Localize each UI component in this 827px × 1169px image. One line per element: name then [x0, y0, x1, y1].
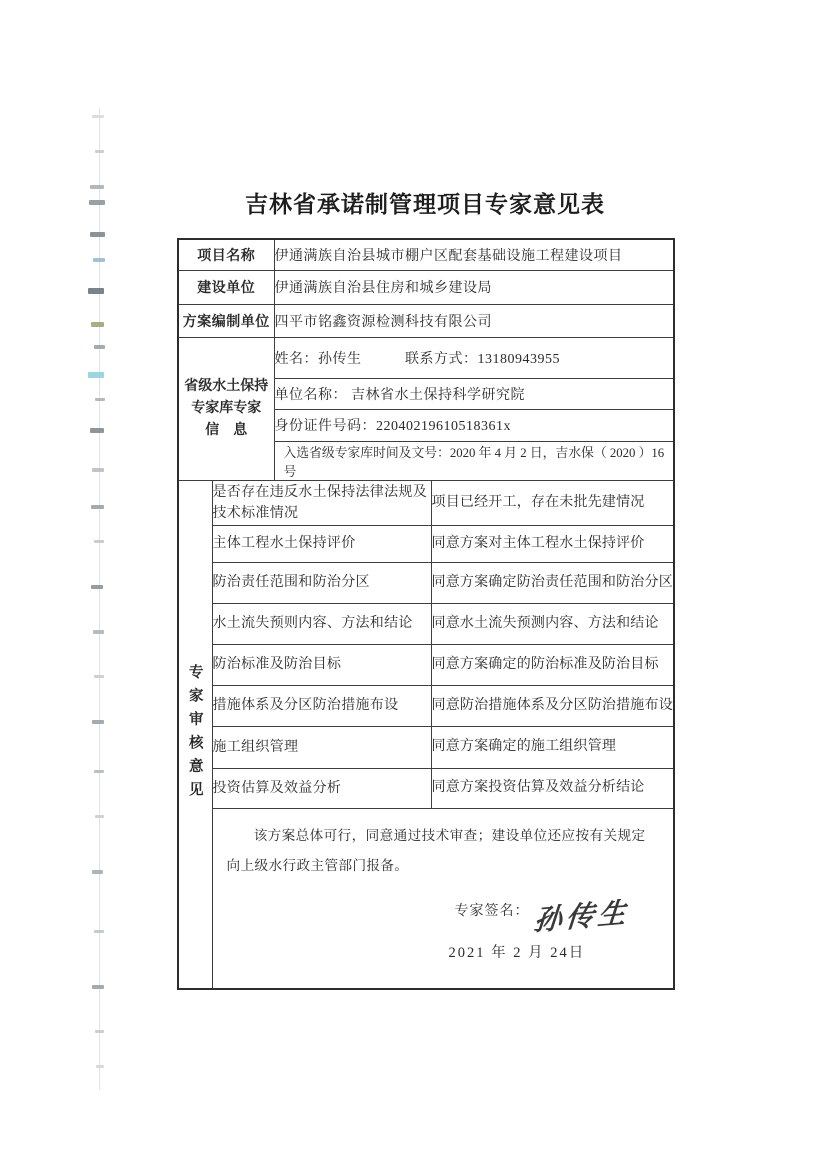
table-row	[178, 562, 674, 603]
scan-artifact	[92, 985, 104, 989]
expert-id-number: 身份证件号码：22040219610518361x	[274, 409, 674, 441]
page-title: 吉林省承诺制管理项目专家意见表	[245, 192, 605, 217]
table-row	[178, 480, 674, 525]
scan-artifact	[92, 468, 104, 472]
plan-compiler-value: 四平市铭鑫资源检测科技有限公司	[274, 304, 674, 337]
table-row	[178, 768, 674, 808]
review-item: 主体工程水土保持评价	[212, 525, 431, 562]
review-section-header	[178, 480, 212, 989]
signature-row	[455, 895, 630, 935]
project-name-value: 伊通满族自治县城市棚户区配套基础设施工程建设项目	[274, 239, 674, 270]
table-row	[178, 808, 674, 989]
scan-artifact	[95, 1030, 104, 1033]
scan-artifact	[94, 345, 105, 349]
scan-artifact	[90, 232, 105, 237]
table-row	[178, 644, 674, 685]
review-item: 水土流失预则内容、方法和结论	[212, 603, 431, 644]
scan-artifact	[96, 1065, 104, 1068]
table-row	[178, 304, 674, 337]
conclusion-cell	[212, 808, 674, 989]
scan-artifact	[95, 398, 105, 401]
scan-artifact	[89, 200, 105, 205]
review-item: 是否存在违反水土保持法律法规及技术标准情况	[212, 480, 431, 525]
review-item: 施工组织管理	[212, 726, 431, 768]
scan-artifact	[88, 288, 104, 294]
review-item: 防治责任范围和防治分区	[212, 562, 431, 603]
scan-artifact	[94, 675, 104, 678]
scan-artifact	[92, 870, 103, 874]
scan-artifact	[93, 630, 104, 634]
expert-selection-info: 入选省级专家库时间及文号：2020 年 4 月 2 日，吉水保（ 2020 ）16 号	[274, 441, 674, 480]
expert-info-header	[178, 337, 274, 480]
scan-artifact	[92, 115, 104, 118]
table-row	[178, 270, 674, 304]
expert-info-header-line2: 专家库专家	[191, 400, 262, 416]
review-item: 投资估算及效益分析	[212, 768, 431, 808]
table-row	[178, 685, 674, 726]
construction-unit-value: 伊通满族自治县住房和城乡建设局	[274, 270, 674, 304]
scan-artifact	[91, 585, 103, 589]
review-opinion: 同意水土流失预测内容、方法和结论	[431, 603, 674, 644]
plan-compiler-label: 方案编制单位	[178, 304, 274, 337]
scan-artifact	[94, 540, 104, 543]
scan-artifact	[90, 185, 104, 189]
expert-signature: 孙传生	[532, 897, 631, 937]
expert-name-contact: 姓名：孙传生 联系方式：13180943955	[274, 337, 674, 378]
project-name-label: 项目名称	[178, 239, 274, 270]
review-opinion: 同意方案对主体工程水土保持评价	[431, 525, 674, 562]
review-opinion: 同意方案确定的施工组织管理	[431, 726, 674, 768]
expert-info-header-line1: 省级水土保持	[184, 378, 269, 394]
expert-unit: 单位名称： 吉林省水土保持科学研究院	[274, 378, 674, 409]
signature-date: 2021 年 2 月 24日	[448, 944, 586, 961]
review-opinion: 同意方案投资估算及效益分析结论	[431, 768, 674, 808]
table-row	[178, 603, 674, 644]
scan-artifact	[90, 428, 104, 433]
table-row	[178, 239, 674, 270]
signature-label: 专家签名：	[454, 903, 530, 919]
scan-artifact	[94, 930, 104, 933]
scan-artifact	[95, 815, 104, 818]
scan-artifact	[93, 258, 105, 262]
scan-artifact	[91, 505, 104, 509]
scan-artifact	[94, 770, 104, 773]
scan-artifact	[88, 372, 104, 378]
scan-artifact-line	[99, 108, 100, 1090]
table-row	[178, 337, 674, 378]
construction-unit-label: 建设单位	[178, 270, 274, 304]
form-table	[177, 238, 675, 990]
table-row	[178, 525, 674, 562]
scan-artifact	[91, 322, 104, 327]
form-table-wrapper	[177, 238, 675, 990]
review-item: 措施体系及分区防治措施布设	[212, 685, 431, 726]
table-row	[178, 726, 674, 768]
review-opinion: 同意防治措施体系及分区防治措施布设	[431, 685, 674, 726]
conclusion-text: 该方案总体可行，同意通过技术审查；建设单位还应按有关规定向上级水行政主管部门报备。	[226, 827, 646, 873]
expert-info-header-line3: 信 息	[205, 422, 248, 438]
scan-artifact	[92, 720, 104, 724]
scan-artifact	[95, 150, 104, 153]
review-opinion: 同意方案确定的防治标准及防治目标	[431, 644, 674, 685]
review-opinion: 同意方案确定防治责任范围和防治分区	[431, 562, 674, 603]
review-section-header-text: 专家审核意见	[186, 663, 203, 805]
review-item: 防治标准及防治目标	[212, 644, 431, 685]
review-opinion: 项目已经开工，存在未批先建情况	[431, 480, 674, 525]
